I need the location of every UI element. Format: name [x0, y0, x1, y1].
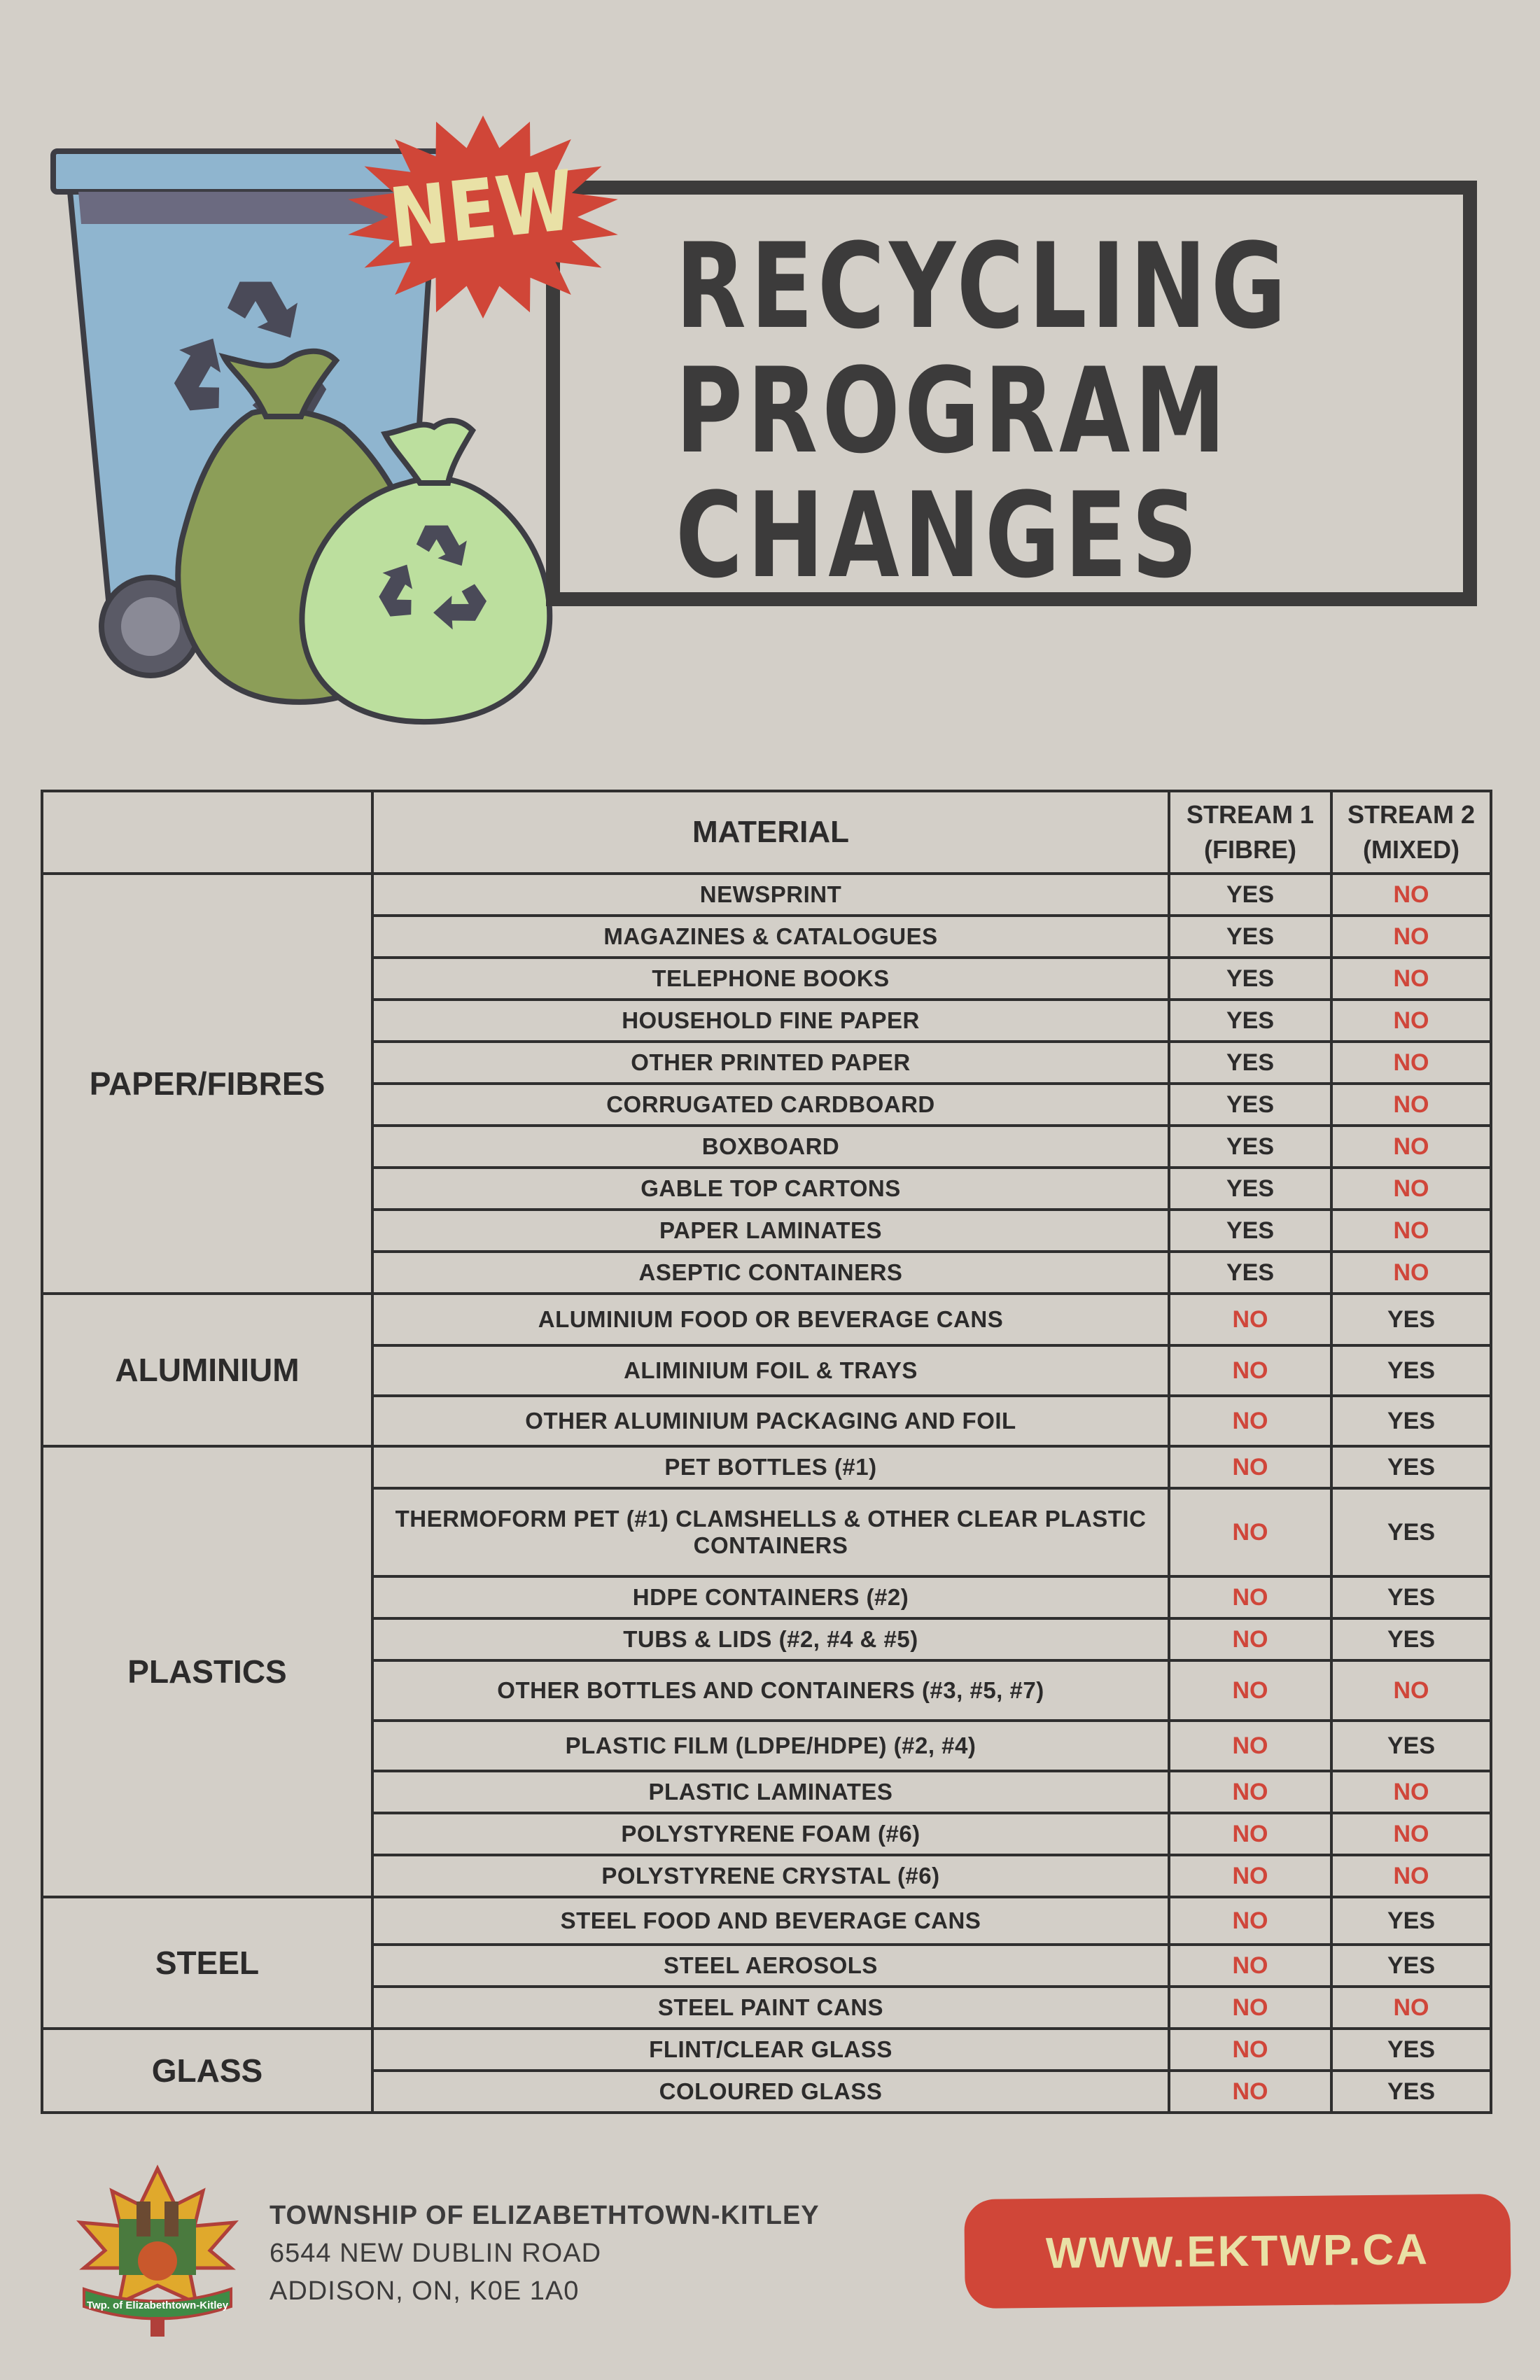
stream1-cell: NO [1169, 1721, 1331, 1771]
material-cell: NEWSPRINT [372, 874, 1169, 916]
material-cell: TELEPHONE BOOKS [372, 958, 1169, 1000]
stream1-cell: YES [1169, 1126, 1331, 1168]
stream2-cell: NO [1331, 1771, 1491, 1813]
material-cell: HOUSEHOLD FINE PAPER [372, 1000, 1169, 1042]
stream2-header-line1: STREAM 2 [1347, 800, 1476, 829]
stream2-cell: NO [1331, 1252, 1491, 1294]
material-cell: FLINT/CLEAR GLASS [372, 2029, 1169, 2071]
category-cell: ALUMINIUM [42, 1294, 372, 1446]
category-cell: STEEL [42, 1897, 372, 2029]
material-cell: MAGAZINES & CATALOGUES [372, 916, 1169, 958]
material-cell: STEEL AEROSOLS [372, 1945, 1169, 1987]
stream2-cell: YES [1331, 2071, 1491, 2113]
table-row [42, 874, 1491, 916]
township-name: TOWNSHIP OF ELIZABETHTOWN-KITLEY [270, 2201, 820, 2230]
stream2-cell: YES [1331, 1945, 1491, 1987]
stream2-cell: YES [1331, 2029, 1491, 2071]
stream1-header-line2: (FIBRE) [1204, 835, 1296, 864]
address-line-2: ADDISON, ON, K0E 1A0 [270, 2276, 580, 2306]
stream1-cell: NO [1169, 1396, 1331, 1446]
title-line: RECYCLING [676, 218, 1291, 355]
stream1-cell: YES [1169, 874, 1331, 916]
stream1-cell: NO [1169, 1446, 1331, 1488]
stream1-cell: NO [1169, 1660, 1331, 1721]
table-header-row [42, 791, 1491, 874]
stream1-cell: YES [1169, 1252, 1331, 1294]
stream2-cell: YES [1331, 1488, 1491, 1576]
township-crest-icon [70, 2163, 245, 2338]
stream2-cell: NO [1331, 1000, 1491, 1042]
materials-table [41, 790, 1492, 2114]
material-cell: CORRUGATED CARDBOARD [372, 1084, 1169, 1126]
stream1-cell: NO [1169, 1576, 1331, 1618]
stream2-cell: NO [1331, 1042, 1491, 1084]
stream1-header [1169, 791, 1331, 874]
stream2-cell: NO [1331, 1855, 1491, 1897]
material-cell: COLOURED GLASS [372, 2071, 1169, 2113]
footer-address [270, 2197, 820, 2310]
stream2-cell: YES [1331, 1345, 1491, 1396]
material-cell: TUBS & LIDS (#2, #4 & #5) [372, 1618, 1169, 1660]
stream1-cell: YES [1169, 958, 1331, 1000]
material-cell: BOXBOARD [372, 1126, 1169, 1168]
material-cell: ASEPTIC CONTAINERS [372, 1252, 1169, 1294]
material-cell: PLASTIC FILM (LDPE/HDPE) (#2, #4) [372, 1721, 1169, 1771]
material-cell: POLYSTYRENE CRYSTAL (#6) [372, 1855, 1169, 1897]
stream1-cell: NO [1169, 1855, 1331, 1897]
table-row [42, 2029, 1491, 2071]
stream1-header-line1: STREAM 1 [1186, 800, 1315, 829]
category-header [42, 791, 372, 874]
stream1-cell: NO [1169, 1294, 1331, 1345]
stream1-cell: NO [1169, 1987, 1331, 2029]
stream2-cell: NO [1331, 1987, 1491, 2029]
title-line: CHANGES [676, 467, 1203, 604]
category-cell: PAPER/FIBRES [42, 874, 372, 1294]
material-cell: STEEL PAINT CANS [372, 1987, 1169, 2029]
stream1-cell: NO [1169, 1488, 1331, 1576]
stream1-cell: NO [1169, 1897, 1331, 1945]
material-cell: PET BOTTLES (#1) [372, 1446, 1169, 1488]
material-cell: OTHER ALUMINIUM PACKAGING AND FOIL [372, 1396, 1169, 1446]
stream2-cell: NO [1331, 1126, 1491, 1168]
stream2-header-line2: (MIXED) [1363, 835, 1460, 864]
material-cell: PAPER LAMINATES [372, 1210, 1169, 1252]
new-badge-text: NEW [385, 151, 579, 267]
table-row [42, 1446, 1491, 1488]
stream2-cell: YES [1331, 1618, 1491, 1660]
stream2-cell: YES [1331, 1396, 1491, 1446]
table-row [42, 1294, 1491, 1345]
stream1-cell: NO [1169, 2071, 1331, 2113]
stream1-cell: NO [1169, 1771, 1331, 1813]
stream2-cell: NO [1331, 874, 1491, 916]
stream2-cell: YES [1331, 1576, 1491, 1618]
stream2-cell: NO [1331, 916, 1491, 958]
material-cell: ALIMINIUM FOIL & TRAYS [372, 1345, 1169, 1396]
stream2-cell: YES [1331, 1721, 1491, 1771]
material-cell: OTHER PRINTED PAPER [372, 1042, 1169, 1084]
stream1-cell: NO [1169, 1345, 1331, 1396]
material-cell: ALUMINIUM FOOD OR BEVERAGE CANS [372, 1294, 1169, 1345]
stream2-cell: NO [1331, 1660, 1491, 1721]
stream2-cell: YES [1331, 1897, 1491, 1945]
title-line: PROGRAM [676, 342, 1231, 479]
category-cell: PLASTICS [42, 1446, 372, 1897]
stream1-cell: YES [1169, 916, 1331, 958]
stream1-cell: YES [1169, 1168, 1331, 1210]
stream1-cell: NO [1169, 1945, 1331, 1987]
material-cell: PLASTIC LAMINATES [372, 1771, 1169, 1813]
material-cell: HDPE CONTAINERS (#2) [372, 1576, 1169, 1618]
stream2-cell: NO [1331, 958, 1491, 1000]
stream2-cell: YES [1331, 1294, 1491, 1345]
stream1-cell: NO [1169, 1813, 1331, 1855]
stream1-cell: NO [1169, 2029, 1331, 2071]
material-cell: GABLE TOP CARTONS [372, 1168, 1169, 1210]
table-row [42, 1897, 1491, 1945]
material-cell: THERMOFORM PET (#1) CLAMSHELLS & OTHER CLEAR PLASTIC CONTAINERS [372, 1488, 1169, 1576]
material-cell: STEEL FOOD AND BEVERAGE CANS [372, 1897, 1169, 1945]
stream2-cell: YES [1331, 1446, 1491, 1488]
material-cell: OTHER BOTTLES AND CONTAINERS (#3, #5, #7) [372, 1660, 1169, 1721]
table-body [42, 874, 1491, 2113]
stream2-cell: NO [1331, 1168, 1491, 1210]
stream2-cell: NO [1331, 1210, 1491, 1252]
material-cell: POLYSTYRENE FOAM (#6) [372, 1813, 1169, 1855]
address-line-1: 6544 NEW DUBLIN ROAD [270, 2239, 602, 2268]
stream1-cell: NO [1169, 1618, 1331, 1660]
logo-text: Twp. of Elizabethtown-Kitley [86, 2300, 229, 2311]
material-header: MATERIAL [372, 791, 1169, 874]
stream1-cell: YES [1169, 1042, 1331, 1084]
page-title [676, 218, 1291, 604]
new-badge [329, 112, 637, 322]
stream1-cell: YES [1169, 1210, 1331, 1252]
website-link[interactable]: WWW.EKTWP.CA [964, 2194, 1511, 2309]
stream2-header [1331, 791, 1491, 874]
stream1-cell: YES [1169, 1000, 1331, 1042]
category-cell: GLASS [42, 2029, 372, 2113]
stream1-cell: YES [1169, 1084, 1331, 1126]
stream2-cell: NO [1331, 1813, 1491, 1855]
stream2-cell: NO [1331, 1084, 1491, 1126]
